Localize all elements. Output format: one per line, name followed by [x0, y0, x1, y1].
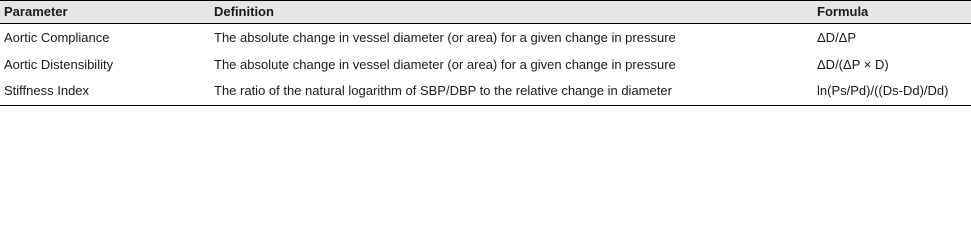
table-header-rule — [0, 23, 971, 24]
table-row — [0, 25, 971, 51]
parameters-table — [0, 0, 971, 110]
parameter-cell: Aortic Distensibility — [4, 57, 114, 72]
parameter-cell: Aortic Compliance — [4, 30, 110, 45]
formula-cell: ΔD/ΔP — [817, 30, 857, 45]
header-definition: Definition — [214, 4, 274, 19]
definition-cell: The ratio of the natural logarithm of SBP/DBP to the relative change in diameter — [214, 83, 672, 98]
header-parameter: Parameter — [4, 4, 68, 19]
formula-cell: ΔD/(ΔP × D) — [817, 57, 889, 72]
parameter-cell: Stiffness Index — [4, 83, 90, 98]
definition-cell: The absolute change in vessel diameter (or area) for a given change in pressure — [214, 30, 676, 45]
table-bottom-rule — [0, 105, 971, 106]
formula-cell: ln(Ps/Pd)/((Ds-Dd)/Dd) — [817, 83, 949, 98]
header-formula: Formula — [817, 4, 869, 19]
definition-cell: The absolute change in vessel diameter (or area) for a given change in pressure — [214, 57, 676, 72]
table-row — [0, 52, 971, 78]
table-row — [0, 78, 971, 104]
table-header-row — [0, 0, 971, 23]
